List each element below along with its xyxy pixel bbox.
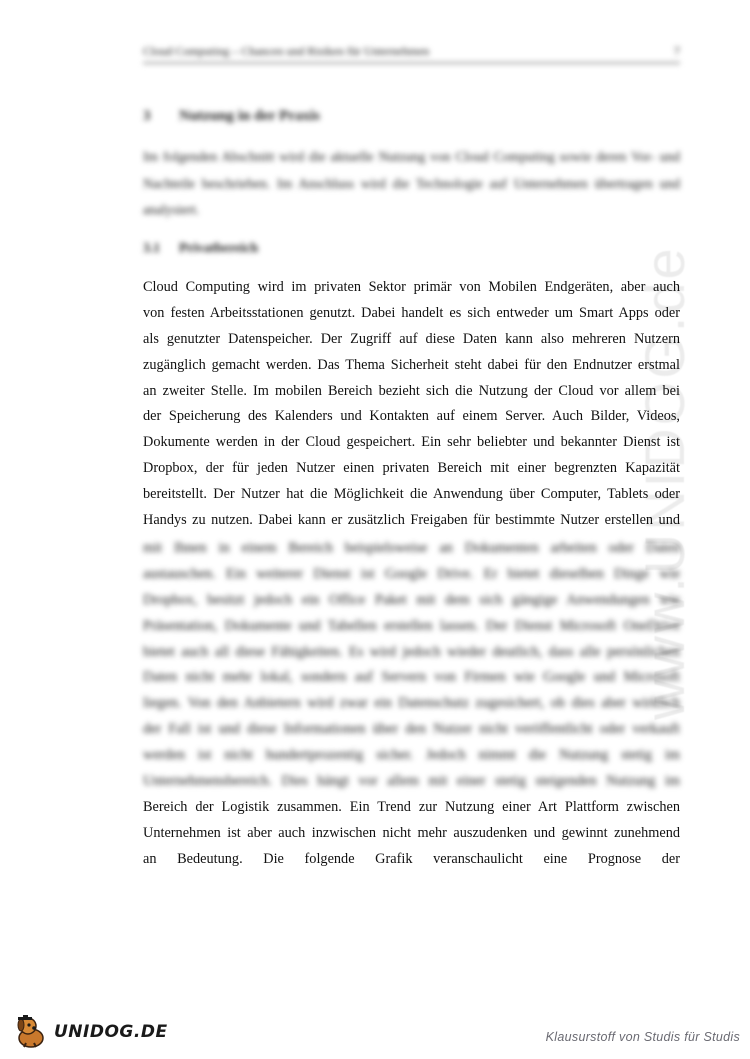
body-line: der Speicherung des Kalenders und Kontakten auf einem Server. Auch Bilder, Videos, — [143, 408, 680, 425]
section-intro: Im folgenden Abschnitt wird die aktuelle Nutzung von Cloud Computing sowie deren Vor- und Nachteile beschrieben. Im Anschluss wird die Technologie auf Unternehmen übertragen und analysiert. — [143, 149, 680, 217]
page-number: 7 — [674, 44, 680, 58]
watermark-text: www.UNIDOG.de — [633, 245, 696, 720]
header-rule — [143, 62, 680, 64]
body-paragraph-end — [143, 795, 680, 873]
body-line: Dropbox, der für jeden Nutzer einen privaten Bereich mit einer begrenzten Kapazität — [143, 460, 680, 477]
body-line: bietet auch all diese Fähigkeiten. Es wird jedoch wieder deutlich, dass alle persönlichen — [143, 643, 680, 660]
body-line: Bereich der Logistik zusammen. Ein Trend zur Nutzung einer Art Plattform zwischen — [143, 799, 680, 815]
body-line: von festen Arbeitsstationen genutzt. Dabei handelt es sich entweder um Smart Apps oder — [143, 304, 680, 321]
body-line: liegen. Von den Anbietern wird zwar ein Datenschutz zugesichert, ob dies aber wirklich — [143, 695, 680, 712]
subsection-title: Privatbereich — [179, 240, 259, 255]
body-line: der Fall ist und diese Informationen über den Nutzer nicht veröffentlicht oder verkauft — [143, 721, 680, 738]
logo-text: UNIDOG.DE — [54, 1022, 168, 1042]
subsection-number: 3.1 — [143, 240, 160, 255]
body-line: an zweiter Stelle. Im mobilen Bereich bezieht sich die Nutzung der Cloud vor allem bei — [143, 382, 680, 399]
body-line: an Bedeutung. Die folgende Grafik veranschaulicht eine Prognose der — [143, 850, 680, 867]
body-line: Unternehmensbereich. Dies hängt vor allem mit einer stetig steigenden Nutzung im — [143, 773, 680, 790]
body-line: zugänglich gemacht werden. Das Thema Sicherheit steht dabei für den Endnutzer erstmal — [143, 356, 680, 373]
body-line: Dokumente werden in der Cloud gespeichert. Ein sehr beliebter und bekannter Dienst ist — [143, 434, 680, 451]
body-line: mit Ihnen in einem Bereich beispielsweise an Dokumenten arbeiten oder Daten — [143, 540, 680, 556]
unidog-logo — [14, 1014, 174, 1050]
body-line: austauschen. Ein weiterer Dienst ist Google Drive. Er bietet dieselben Dinge wie — [143, 565, 680, 582]
running-header — [143, 40, 680, 64]
watermark — [632, 110, 750, 720]
body-paragraph-visible — [143, 275, 680, 534]
header-title: Cloud Computing – Chancen und Risiken für Unternehmen — [143, 44, 430, 58]
body-line: Cloud Computing wird im privaten Sektor primär von Mobilen Endgeräten, aber auch — [143, 279, 680, 295]
body-line: Präsentation, Dokumente und Tabellen erstellen lassen. Der Dienst Microsoft OneDrive — [143, 617, 680, 634]
body-line: als genutzter Datenspeicher. Der Zugriff auf diese Daten kann also mehreren Nutzern — [143, 330, 680, 347]
body-line: Dropbox, besitzt jedoch ein Office Paket mit dem sich gängige Anwendungen wie — [143, 591, 680, 608]
section-heading — [143, 108, 320, 125]
body-line: Unternehmen ist aber auch inzwischen nicht mehr auszudenken und gewinnt zunehmend — [143, 824, 680, 841]
body-line: werden ist nicht hundertprozentig sicher. Jedoch nimmt die Nutzung stetig im — [143, 747, 680, 764]
body-line: bereitstellt. Der Nutzer hat die Möglichkeit die Anwendung über Computer, Tablets oder — [143, 486, 680, 503]
subsection-heading — [143, 240, 258, 256]
body-line: Handys zu nutzen. Dabei kann er zusätzlich Freigaben für bestimmte Nutzer erstellen und — [143, 512, 680, 529]
footer-slogan: Klausurstoff von Studis für Studis — [545, 1030, 740, 1044]
section-number: 3 — [143, 108, 151, 124]
body-paragraph-blurred — [143, 536, 680, 795]
dog-mascot-icon — [14, 1014, 54, 1050]
body-line: Daten nicht mehr lokal, sondern auf Servern von Firmen wie Google und Microsoft — [143, 669, 680, 686]
section-title: Nutzung in der Praxis — [179, 108, 320, 124]
